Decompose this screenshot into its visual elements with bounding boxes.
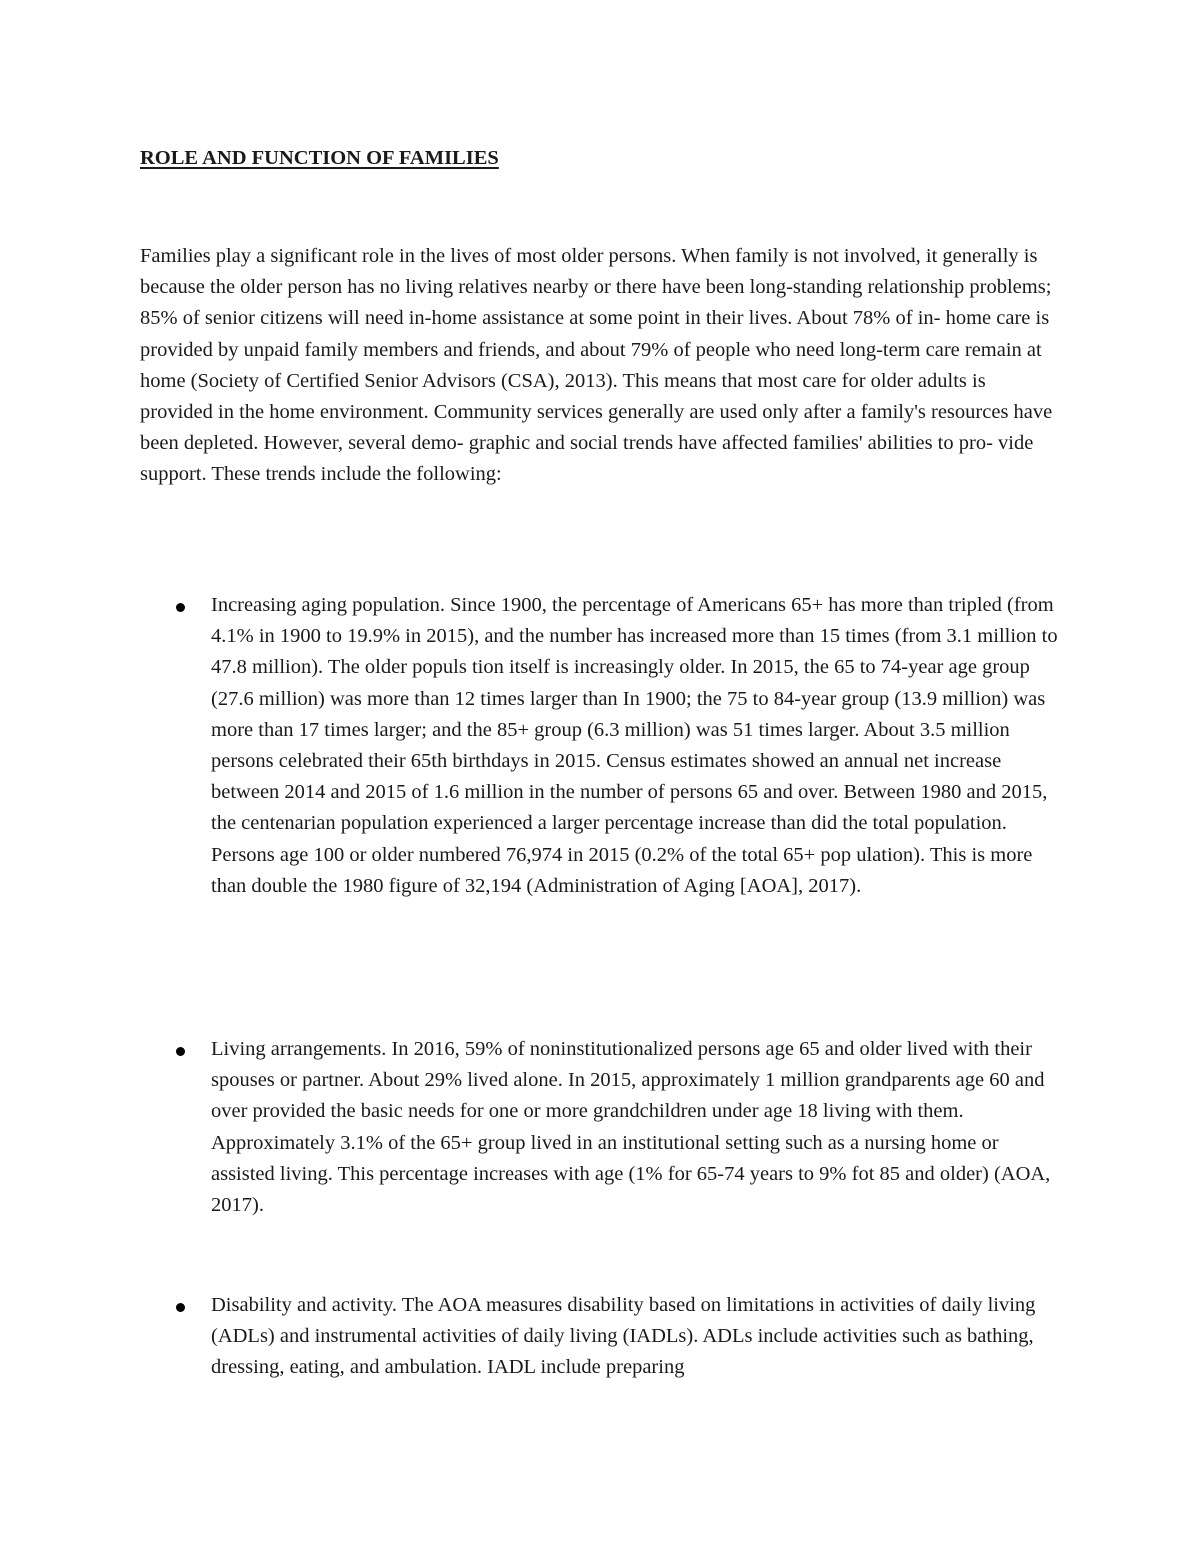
list-item-text: Disability and activity. The AOA measures disability based on limitations in activities of daily living (ADLs) and instrumental activities of daily living (IADLs). ADLs include activities such as bathing, dressing, eating, and ambulation. IADL include preparing (211, 1294, 1036, 1379)
bullet-icon (176, 1303, 185, 1312)
list-item (170, 590, 1060, 902)
document-title: ROLE AND FUNCTION OF FAMILIES (140, 147, 499, 169)
bullet-icon (176, 603, 185, 612)
list-item-text: Increasing aging population. Since 1900, the percentage of Americans 65+ has more than tripled (from 4.1% in 1900 to 19.9% in 2015), and the number has increased more than 15 times (from 3.1 million to 47.8 million). The older populs tion itself is increasingly older. In 2015, the 65 to 74-year age group (27.6 million) was more than 12 times larger than In 1900; the 75 to 84-year group (13.9 million) was more than 17 times larger; and the 85+ group (6.3 million) was 51 times larger. About 3.5 million persons celebrated their 65th birthdays in 2015. Census estimates showed an annual net increase between 2014 and 2015 of 1.6 million in the number of persons 65 and over. Between 1980 and 2015, the centenarian population experienced a larger percentage increase than did the total population. Persons age 100 or older numbered 76,974 in 2015 (0.2% of the total 65+ pop ulation). This is more than double the 1980 figure of 32,194 (Administration of Aging [AOA], 2017). (211, 594, 1058, 897)
list-item-text: Living arrangements. In 2016, 59% of noninstitutionalized persons age 65 and older lived with their spouses or partner. About 29% lived alone. In 2015, approximately 1 million grandparents age 60 and over provided the basic needs for one or more grandchildren under age 18 living with them. Approximately 3.1% of the 65+ group lived in an institutional setting such as a nursing home or assisted living. This percentage increases with age (1% for 65-74 years to 9% fot 85 and older) (AOA, 2017). (211, 1038, 1051, 1217)
bullet-icon (176, 1047, 185, 1056)
list-item (170, 1034, 1060, 1221)
list-item (170, 1290, 1060, 1384)
intro-paragraph: Families play a significant role in the lives of most older persons. When family is not involved, it generally is because the older person has no living relatives nearby or there have been long-standing relationship problems; 85% of senior citizens will need in-home assistance at some point in their lives. About 78% of in- home care is provided by unpaid family members and friends, and about 79% of people who need long-term care remain at home (Society of Certified Senior Advisors (CSA), 2013). This means that most care for older adults is provided in the home environment. Community services generally are used only after a family's resources have been depleted. However, several demo- graphic and social trends have affected families' abilities to pro- vide support. These trends include the following: (140, 245, 1053, 486)
